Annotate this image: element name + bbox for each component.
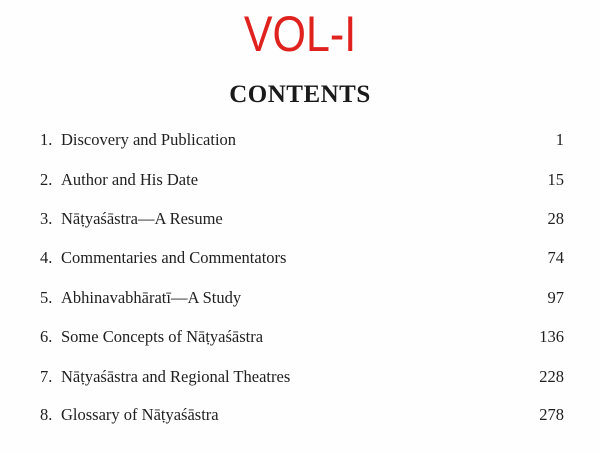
entry-number: 2. (40, 170, 53, 189)
entry-number: 6. (40, 327, 53, 346)
entry-title: Author and His Date (61, 170, 199, 189)
toc-entry (40, 286, 564, 310)
entry-title: Nāṭyaśāstra—A Resume (61, 209, 223, 228)
entry-page-number: 136 (539, 327, 564, 346)
entry-number: 3. (40, 209, 53, 228)
entry-title: Glossary of Nāṭyaśāstra (61, 405, 219, 424)
entry-page-number: 28 (547, 209, 564, 228)
entry-page-number: 15 (547, 170, 564, 189)
volume-title: VOL-I (243, 6, 357, 62)
entry-title: Commentaries and Commentators (61, 248, 287, 267)
entry-page-number: 97 (547, 288, 564, 307)
toc-entry (40, 403, 564, 427)
entry-title: Discovery and Publication (61, 130, 237, 149)
entry-number: 4. (40, 248, 53, 267)
entry-title: Abhinavabhāratī—A Study (61, 288, 242, 307)
toc-entry (40, 246, 564, 270)
entry-page-number: 1 (555, 130, 564, 149)
toc-entry (40, 128, 564, 152)
entry-title: Some Concepts of Nāṭyaśāstra (61, 327, 264, 346)
entry-number: 5. (40, 288, 53, 307)
entry-number: 7. (40, 367, 53, 386)
entry-page-number: 228 (539, 367, 564, 386)
toc-entry (40, 168, 564, 192)
toc-entry (40, 365, 564, 389)
toc-entry (40, 207, 564, 231)
entry-title: Nāṭyaśāstra and Regional Theatres (61, 367, 291, 386)
toc-entry (40, 325, 564, 349)
entry-page-number: 278 (539, 405, 564, 424)
entry-number: 1. (40, 130, 53, 149)
entry-page-number: 74 (547, 248, 564, 267)
entry-number: 8. (40, 405, 53, 424)
contents-heading: CONTENTS (229, 81, 371, 108)
